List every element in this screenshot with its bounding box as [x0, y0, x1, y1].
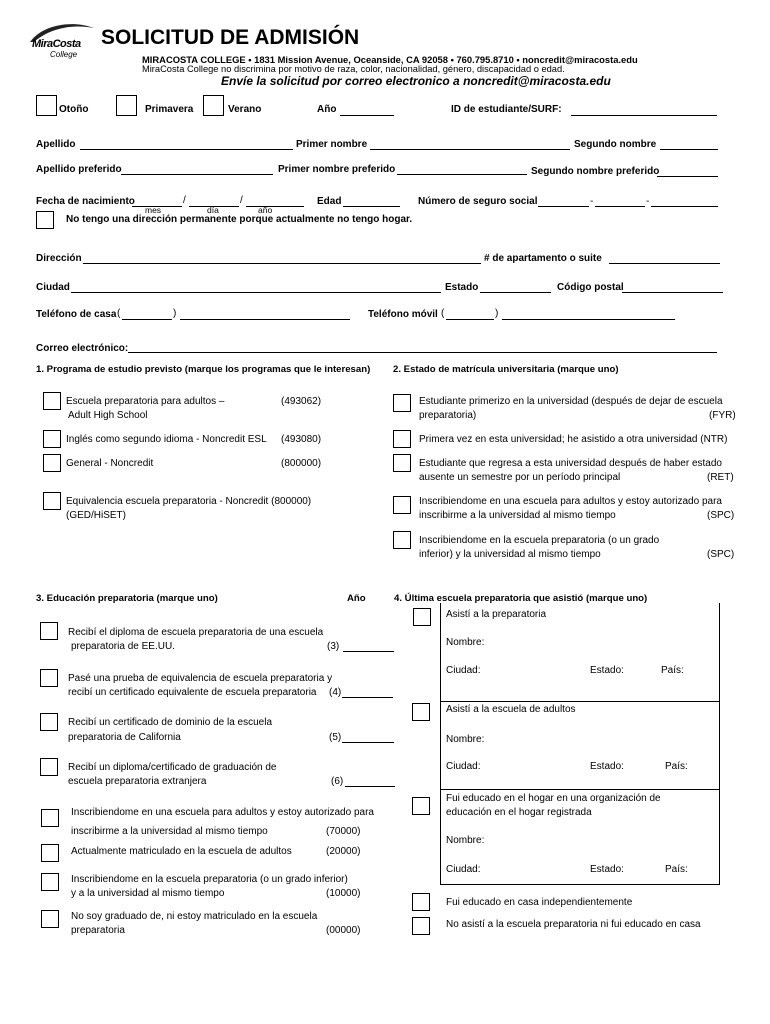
paren: ) [173, 308, 177, 319]
program-code: (493080) [281, 434, 322, 445]
status-code: (FYR) [709, 410, 736, 421]
last-school-homeschool-independent-checkbox[interactable] [412, 893, 430, 911]
box3-title: educación en el hogar registrada [446, 807, 592, 818]
homeless-label: No tengo una dirección permanente porque actualmente no tengo hogar. [66, 214, 413, 225]
box3-state-label: Estado: [590, 864, 624, 875]
status-label: Inscribiendome en una escuela para adultos y estoy autorizado para [419, 496, 722, 507]
year-field[interactable] [340, 115, 394, 116]
ssn-field-3[interactable] [651, 206, 718, 207]
last-name-label: Apellido [36, 139, 76, 150]
preferred-last-name-field[interactable] [121, 174, 273, 175]
term-spring-checkbox[interactable] [116, 95, 137, 116]
status-label: ausente un semestre por un período principal [419, 472, 621, 483]
birth-year-field[interactable] [246, 206, 304, 207]
last-school-hs-checkbox[interactable] [413, 608, 431, 626]
mobile-area-field[interactable] [446, 319, 494, 320]
status-label: Inscribiendome en la escuela preparatoria (o un grado [419, 535, 660, 546]
student-id-label: ID de estudiante/SURF: [451, 104, 562, 115]
box2-title: Asistí a la escuela de adultos [446, 704, 576, 715]
home-phone-label: Teléfono de casa [36, 309, 117, 320]
box2-state-label: Estado: [590, 761, 624, 772]
term-summer-label: Verano [228, 104, 262, 115]
edu-label: Inscribiendome en una escuela para adultos y estoy autorizado para [71, 807, 374, 818]
status-ret-checkbox[interactable] [393, 454, 411, 472]
edu-hs-concurrent-checkbox[interactable] [41, 873, 59, 891]
status-label: inscribirme a la universidad al mismo tiempo [419, 510, 616, 521]
preferred-last-name-label: Apellido preferido [36, 164, 122, 175]
edu-label: Recibí un certificado de dominio de la escuela [68, 717, 273, 728]
zip-label: Código postal [557, 282, 624, 293]
city-field[interactable] [71, 292, 441, 293]
section1-title: 1. Programa de estudio previsto (marque los programas que le interesan) [36, 364, 371, 375]
edu-code: (00000) [326, 925, 361, 936]
edu-year-field[interactable] [342, 697, 393, 698]
last-school-adult-checkbox[interactable] [412, 703, 430, 721]
preferred-middle-name-label: Segundo nombre preferido [531, 166, 660, 177]
date-separator: / [240, 195, 243, 206]
edu-label: preparatoria de EE.UU. [71, 641, 175, 652]
address-field[interactable] [83, 263, 481, 264]
state-label: Estado [445, 282, 479, 293]
edu-none-checkbox[interactable] [41, 910, 59, 928]
status-spc-adult-checkbox[interactable] [393, 496, 411, 514]
mobile-phone-field[interactable] [502, 319, 675, 320]
box1-country-label: País: [661, 665, 684, 676]
edu-adult-enrolled-checkbox[interactable] [41, 844, 59, 862]
date-separator: / [183, 195, 186, 206]
status-label: inferior) y la universidad al mismo tiempo [419, 549, 601, 560]
paren: ( [441, 308, 445, 319]
program-label: Escuela preparatoria para adultos – [66, 396, 225, 407]
edu-code: (3) [327, 641, 340, 652]
program-general-checkbox[interactable] [43, 454, 61, 472]
edu-label: escuela preparatoria extranjera [68, 776, 207, 787]
edu-code: (20000) [326, 846, 361, 857]
mobile-phone-label: Teléfono móvil [368, 309, 438, 320]
ssn-label: Número de seguro social [418, 196, 538, 207]
status-fyr-checkbox[interactable] [393, 394, 411, 412]
edu-code: (4) [329, 687, 342, 698]
month-hint: mes [145, 205, 162, 215]
edu-label: recibí un certificado equivalente de escuela preparatoria [68, 687, 317, 698]
program-code: (800000) [281, 458, 322, 469]
program-label: General - Noncredit [66, 458, 154, 469]
preferred-first-name-field[interactable] [397, 174, 527, 175]
program-label: (GED/HiSET) [66, 510, 126, 521]
edu-equivalency-checkbox[interactable] [40, 669, 58, 687]
section4-title: 4. Última escuela preparatoria que asistió (marque uno) [394, 593, 648, 604]
last-school-homeschool-org-checkbox[interactable] [412, 797, 430, 815]
program-adult-high-school-checkbox[interactable] [43, 392, 61, 410]
edu-code: (5) [329, 732, 342, 743]
page-title: SOLICITUD DE ADMISIÓN [101, 26, 360, 49]
student-id-field[interactable] [571, 115, 717, 116]
box1-title: Asistí a la preparatoria [446, 609, 547, 620]
program-code: (493062) [281, 396, 322, 407]
paren: ( [117, 308, 121, 319]
first-name-field[interactable] [370, 149, 570, 150]
box3-country-label: País: [665, 864, 688, 875]
box2-country-label: País: [665, 761, 688, 772]
logo-text-1: MiraCosta [32, 38, 81, 50]
term-spring-label: Primavera [145, 104, 194, 115]
edu-label: y a la universidad al mismo tiempo [71, 888, 225, 899]
edu-year-field[interactable] [343, 651, 394, 652]
home-phone-field[interactable] [180, 319, 350, 320]
submit-note: Envíe la solicitud por correo electronico a noncredit@miracosta.edu [221, 74, 611, 88]
status-code: (SPC) [707, 510, 735, 521]
box3-title: Fui educado en el hogar en una organización de [446, 793, 661, 804]
email-label: Correo electrónico: [36, 343, 129, 354]
edu-adult-concurrent-checkbox[interactable] [41, 809, 59, 827]
college-address: MIRACOSTA COLLEGE • 1831 Mission Avenue, Oceanside, CA 92058 • 760.795.8710 • noncredit@miracosta.edu [142, 54, 638, 65]
edu-label: No soy graduado de, ni estoy matriculado en la escuela [71, 911, 318, 922]
status-label: Estudiante primerizo en la universidad (después de dejar de escuela [419, 396, 723, 407]
edu-label: Pasé una prueba de equivalencia de escuela preparatoria y [68, 673, 333, 684]
term-fall-checkbox[interactable] [36, 95, 57, 116]
term-fall-label: Otoño [59, 104, 89, 115]
middle-name-label: Segundo nombre [574, 139, 657, 150]
status-spc-hs-checkbox[interactable] [393, 531, 411, 549]
last-school-none-checkbox[interactable] [412, 917, 430, 935]
opt4-label: Fui educado en casa independientemente [446, 897, 633, 908]
status-label: Primera vez en esta universidad; he asistido a otra universidad (NTR) [419, 434, 728, 445]
edu-code: (70000) [326, 826, 361, 837]
section2-title: 2. Estado de matrícula universitaria (marque uno) [393, 364, 619, 375]
box-divider [440, 701, 719, 702]
box1-name-label: Nombre: [446, 637, 485, 648]
opt5-label: No asistí a la escuela preparatoria ni fui educado en casa [446, 919, 701, 930]
edu-label: Inscribiendome en la escuela preparatoria (o un grado inferior) [71, 874, 348, 885]
edu-label: preparatoria de California [68, 732, 181, 743]
last-name-field[interactable] [80, 149, 293, 150]
ssn-separator: - [646, 196, 650, 207]
status-code: (SPC) [707, 549, 735, 560]
edu-label: preparatoria [71, 925, 125, 936]
paren: ) [495, 308, 499, 319]
zip-field[interactable] [622, 292, 723, 293]
box1-city-label: Ciudad: [446, 665, 481, 676]
homeless-checkbox[interactable] [36, 211, 54, 229]
day-hint: día [207, 205, 219, 215]
year-hint: año [258, 205, 273, 215]
nondiscrimination-note: MiraCosta College no discrimina por motivo de raza, color, nacionalidad, género, discapacidad o edad. [142, 64, 565, 74]
logo-text-2: College [50, 50, 78, 59]
apartment-label: # de apartamento o suite [484, 253, 602, 264]
apartment-field[interactable] [609, 263, 720, 264]
edu-proficiency-checkbox[interactable] [40, 713, 58, 731]
edu-year-field[interactable] [345, 786, 395, 787]
edu-year-field[interactable] [342, 742, 394, 743]
section3-year-header: Año [347, 593, 366, 604]
ssn-field-1[interactable] [538, 206, 589, 207]
status-label: Estudiante que regresa a esta universidad después de haber estado [419, 458, 722, 469]
edu-label: inscribirme a la universidad al mismo tiempo [71, 826, 268, 837]
edu-foreign-checkbox[interactable] [40, 758, 58, 776]
box1-state-label: Estado: [590, 665, 624, 676]
state-field[interactable] [480, 292, 551, 293]
program-ged-checkbox[interactable] [43, 492, 61, 510]
first-name-label: Primer nombre [296, 139, 368, 150]
status-label: preparatoria) [419, 410, 477, 421]
birthdate-label: Fecha de nacimiento [36, 196, 135, 207]
college-logo [28, 22, 98, 62]
preferred-first-name-label: Primer nombre preferido [278, 164, 396, 175]
box3-city-label: Ciudad: [446, 864, 481, 875]
address-label: Dirección [36, 253, 82, 264]
year-label: Año [317, 104, 337, 115]
ssn-field-2[interactable] [595, 206, 645, 207]
term-summer-checkbox[interactable] [203, 95, 224, 116]
edu-code: (6) [331, 776, 344, 787]
box2-city-label: Ciudad: [446, 761, 481, 772]
home-phone-area-field[interactable] [122, 319, 172, 320]
ssn-separator: - [590, 196, 594, 207]
box3-name-label: Nombre: [446, 835, 485, 846]
program-label: Equivalencia escuela preparatoria - Noncredit (800000) [66, 496, 312, 507]
edu-us-diploma-checkbox[interactable] [40, 622, 58, 640]
box2-name-label: Nombre: [446, 734, 485, 745]
program-label: Adult High School [68, 410, 148, 421]
edu-code: (10000) [326, 888, 361, 899]
edu-label: Recibí un diploma/certificado de graduación de [68, 762, 277, 773]
email-field[interactable] [128, 352, 717, 353]
program-esl-checkbox[interactable] [43, 430, 61, 448]
preferred-middle-name-field[interactable] [657, 176, 718, 177]
city-label: Ciudad [36, 282, 70, 293]
section3-title: 3. Educación preparatoria (marque uno) [36, 593, 218, 604]
status-code: (RET) [707, 472, 734, 483]
middle-name-field[interactable] [660, 149, 718, 150]
age-field[interactable] [343, 206, 400, 207]
age-label: Edad [317, 196, 342, 207]
status-ntr-checkbox[interactable] [393, 430, 411, 448]
box-divider [440, 789, 719, 790]
program-label: Inglés como segundo idioma - Noncredit ESL [66, 434, 267, 445]
edu-label: Actualmente matriculado en la escuela de adultos [71, 846, 292, 857]
edu-label: Recibí el diploma de escuela preparatoria de una escuela [68, 627, 324, 638]
